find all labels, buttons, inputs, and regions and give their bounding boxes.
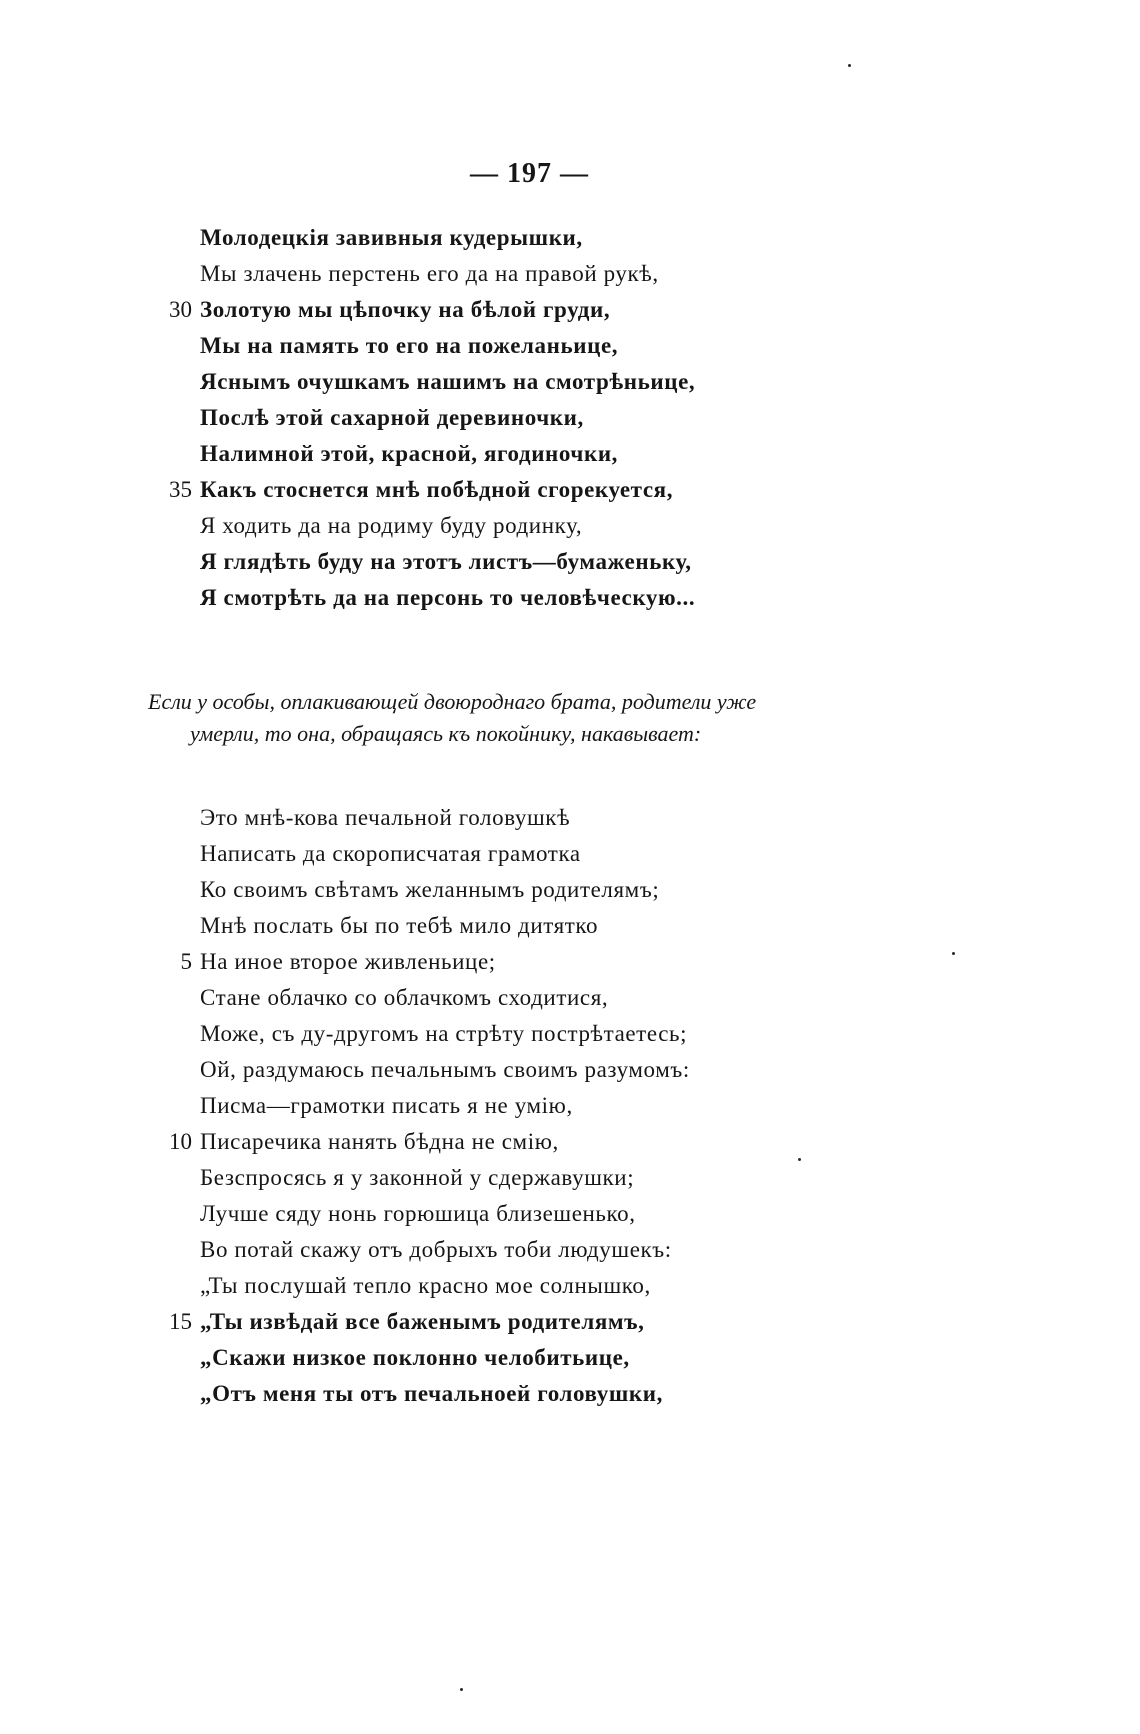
verse-text: Послѣ этой сахарной деревиночки, — [200, 405, 584, 430]
line-number: 35 — [169, 477, 192, 502]
page-number: — 197 — — [470, 158, 589, 189]
verse-line — [150, 944, 970, 980]
verse-line — [150, 1088, 970, 1124]
verse-text: Я глядѣть буду на этотъ листъ—бумаженьку, — [200, 549, 692, 574]
ink-speck — [952, 952, 955, 955]
verse-line — [150, 980, 970, 1016]
ink-speck — [798, 1158, 801, 1161]
line-number: 30 — [169, 297, 192, 322]
verse-text: Може, съ ду-другомъ на стрѣту пострѣтаетесь; — [200, 1021, 688, 1046]
verse-line — [150, 292, 970, 328]
verse-text: Написать да скорописчатая грамотка — [200, 841, 581, 866]
verse-line — [150, 1340, 970, 1376]
verse-line — [150, 1268, 970, 1304]
verse-line — [150, 1016, 970, 1052]
verse-line — [150, 220, 970, 256]
line-number: 5 — [180, 949, 192, 974]
verse-text: „Скажи низкое поклонно челобитьице, — [200, 1345, 630, 1370]
verse-text: Безспросясь я у законной у сдержавушки; — [200, 1165, 635, 1190]
verse-line — [150, 1376, 970, 1412]
verse-line — [150, 256, 970, 292]
verse-line — [150, 508, 970, 544]
verse-text: Налимной этой, красной, ягодиночки, — [200, 441, 619, 466]
verse-line — [150, 800, 970, 836]
lament-stanza-1 — [150, 220, 970, 616]
verse-text: Мнѣ послать бы по тебѣ мило дитятко — [200, 913, 599, 938]
verse-line — [150, 400, 970, 436]
intro-line: умерли, то она, обращаясь къ покойнику, накавывает: — [190, 721, 702, 746]
verse-text: Во потай скажу отъ добрыхъ тоби людушекъ: — [200, 1237, 672, 1262]
verse-line — [150, 1196, 970, 1232]
verse-line — [150, 1160, 970, 1196]
verse-line — [150, 1052, 970, 1088]
verse-text: Я ходить да на родиму буду родинку, — [200, 513, 583, 538]
verse-text: Это мнѣ-кова печальной головушкѣ — [200, 805, 571, 830]
verse-text: Золотую мы цѣпочку на бѣлой груди, — [200, 297, 611, 322]
verse-text: Ко своимъ свѣтамъ желаннымъ родителямъ; — [200, 877, 660, 902]
verse-line — [150, 872, 970, 908]
verse-line — [150, 908, 970, 944]
verse-line — [150, 436, 970, 472]
verse-text: „Ты извѣдай все баженымъ родителямъ, — [200, 1309, 645, 1334]
line-number: 10 — [169, 1129, 192, 1154]
verse-text: Я смотрѣть да на персонь то человѣческую... — [200, 585, 696, 610]
verse-line — [150, 544, 970, 580]
ink-speck — [460, 1688, 463, 1691]
verse-text: Какъ стоснется мнѣ побѣдной сгорекуется, — [200, 477, 674, 502]
verse-line — [150, 580, 970, 616]
verse-text: Писма—грамотки писать я не умію, — [200, 1093, 573, 1118]
verse-line — [150, 472, 970, 508]
verse-text: Ой, раздумаюсь печальнымъ своимъ разумомъ: — [200, 1057, 690, 1082]
verse-text: Молодецкія завивныя кудерышки, — [200, 225, 583, 250]
verse-text: Мы на память то его на пожеланьице, — [200, 333, 619, 358]
ink-speck — [848, 64, 851, 67]
lament-introduction — [148, 686, 908, 750]
verse-line — [150, 1124, 970, 1160]
intro-line: Если у особы, оплакивающей двоюроднаго брата, родители уже — [148, 689, 757, 714]
verse-line — [150, 364, 970, 400]
verse-text: Лучше сяду нонь горюшица близешенько, — [200, 1201, 636, 1226]
verse-text: Мы злачень перстень его да на правой рукѣ, — [200, 261, 659, 286]
verse-line — [150, 1232, 970, 1268]
verse-line — [150, 1304, 970, 1340]
verse-text: Стане облачко со облачкомъ сходитися, — [200, 985, 609, 1010]
verse-text: Яснымъ очушкамъ нашимъ на смотрѣньице, — [200, 369, 696, 394]
line-number: 15 — [169, 1309, 192, 1334]
verse-text: Писаречика нанять бѣдна не смію, — [200, 1129, 559, 1154]
lament-stanza-2 — [150, 800, 970, 1412]
verse-line — [150, 328, 970, 364]
verse-text: „Отъ меня ты отъ печальноей головушки, — [200, 1381, 663, 1406]
verse-line — [150, 836, 970, 872]
verse-text: „Ты послушай тепло красно мое солнышко, — [200, 1273, 651, 1298]
verse-text: На иное второе живленьице; — [200, 949, 496, 974]
